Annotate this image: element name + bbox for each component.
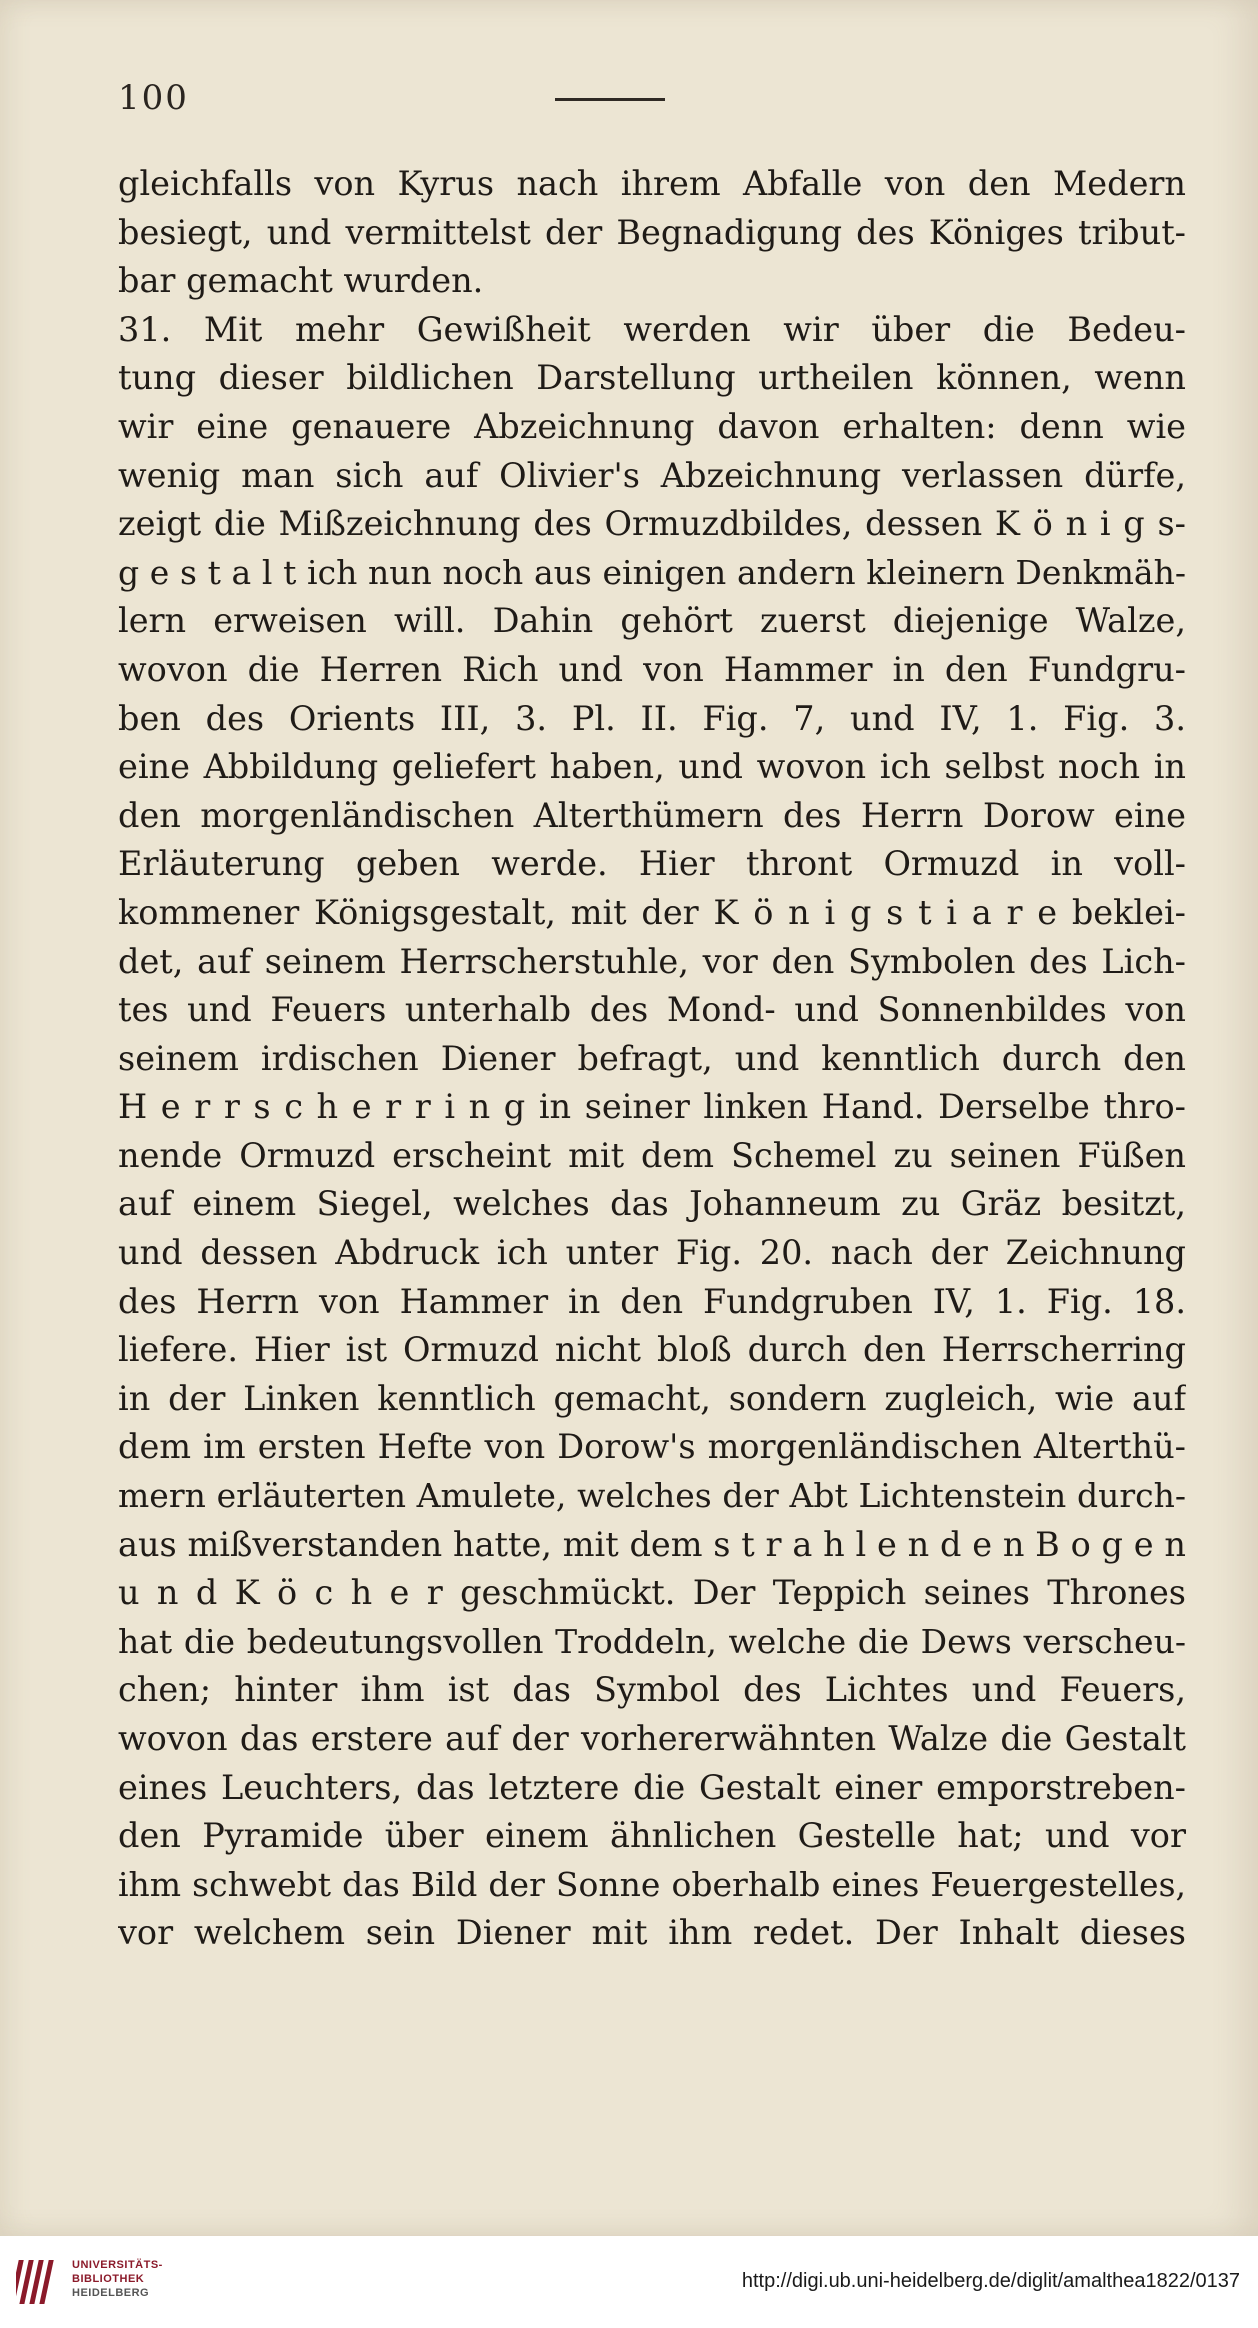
text-line: zeigt die Mißzeichnung des Ormuzdbildes, dessen K ö n i g s‐: [118, 504, 1186, 544]
footer-bar: [0, 2236, 1258, 2328]
text-line: und dessen Abdruck ich unter Fig. 20. nach der Zeichnung: [118, 1233, 1186, 1273]
library-name-line3: HEIDELBERG: [72, 2287, 150, 2299]
text-line: eines Leuchters, das letztere die Gestalt einer emporstreben‐: [118, 1767, 1186, 1807]
text-line: vor welchem sein Diener mit ihm redet. Der Inhalt dieses: [118, 1913, 1186, 1953]
text-line: eine Abbildung geliefert haben, und wovon ich selbst noch in: [118, 747, 1186, 787]
text-line: des Herrn von Hammer in den Fundgruben IV, 1. Fig. 18.: [118, 1281, 1186, 1321]
text-line: 31. Mit mehr Gewißheit werden wir über die Bedeu‐: [118, 309, 1186, 349]
text-line: aus mißverstanden hatte, mit dem s t r a h l e n d e n B o g e n: [118, 1524, 1186, 1564]
text-line: den morgenländischen Alterthümern des Herrn Dorow eine: [118, 795, 1186, 835]
text-line: in der Linken kenntlich gemacht, sondern zugleich, wie auf: [118, 1378, 1186, 1418]
university-library-logo-icon: [16, 2254, 62, 2310]
text-line: tung dieser bildlichen Darstellung urtheilen können, wenn: [118, 358, 1186, 398]
text-line: kommener Königsgestalt, mit der K ö n i g s t i a r e beklei‐: [118, 892, 1186, 932]
text-line: liefere. Hier ist Ormuzd nicht bloß durch den Herrscherring: [118, 1330, 1186, 1370]
text-line: seinem irdischen Diener befragt, und kenntlich durch den: [118, 1038, 1186, 1078]
library-name-line1: UNIVERSITÄTS-: [72, 2259, 163, 2271]
text-line: dem im ersten Hefte von Dorow's morgenländischen Alterthü‐: [118, 1427, 1186, 1467]
text-line: ihm schwebt das Bild der Sonne oberhalb eines Feuergestelles,: [118, 1864, 1186, 1904]
body-text: [118, 160, 1186, 1958]
text-line: tes und Feuers unterhalb des Mond‐ und Sonnenbildes von: [118, 990, 1186, 1030]
text-line: wir eine genauere Abzeichnung davon erhalten: denn wie: [118, 406, 1186, 446]
text-line: gleichfalls von Kyrus nach ihrem Abfalle von den Medern: [118, 164, 1186, 203]
text-line: bar gemacht wurden.: [118, 261, 484, 301]
library-name: [72, 2258, 163, 2300]
library-name-line2: BIBLIOTHEK: [72, 2273, 145, 2285]
text-line: chen; hinter ihm ist das Symbol des Lichtes und Feuers,: [118, 1670, 1186, 1710]
text-line: besiegt, und vermittelst der Begnadigung des Königes tribut‐: [118, 212, 1186, 252]
text-line: wovon das erstere auf der vorhererwähnten Walze die Gestalt: [118, 1719, 1186, 1758]
text-line: den Pyramide über einem ähnlichen Gestelle hat; und vor: [118, 1816, 1186, 1856]
header-rule: [555, 98, 665, 101]
text-line: wenig man sich auf Olivier's Abzeichnung verlassen dürfe,: [118, 455, 1186, 495]
source-url-link[interactable]: http://digi.ub.uni-heidelberg.de/diglit/amalthea1822/0137: [741, 2270, 1240, 2292]
text-line: g e s t a l t ich nun noch aus einigen andern kleinern Denkmäh‐: [118, 552, 1186, 592]
text-line: nende Ormuzd erscheint mit dem Schemel zu seinen Füßen: [118, 1135, 1186, 1175]
text-line: det, auf seinem Herrscherstuhle, vor den Symbolen des Lich‐: [118, 941, 1186, 981]
text-line: mern erläuterten Amulete, welches der Abt Lichtenstein durch‐: [118, 1476, 1186, 1516]
text-line: hat die bedeutungsvollen Troddeln, welche die Dews verscheu‐: [118, 1621, 1186, 1661]
page-number: 100: [118, 78, 189, 118]
text-line: auf einem Siegel, welches das Johanneum zu Gräz besitzt,: [118, 1184, 1186, 1224]
text-line: H e r r s c h e r r i n g in seiner linken Hand. Derselbe thro‐: [118, 1087, 1186, 1127]
text-line: lern erweisen will. Dahin gehört zuerst diejenige Walze,: [118, 601, 1186, 641]
text-line: u n d K ö c h e r geschmückt. Der Teppich seines Thrones: [118, 1573, 1186, 1613]
text-line: wovon die Herren Rich und von Hammer in den Fundgru‐: [118, 649, 1186, 689]
text-line: Erläuterung geben werde. Hier thront Ormuzd in voll‐: [118, 844, 1186, 884]
text-line: ben des Orients III, 3. Pl. II. Fig. 7, und IV, 1. Fig. 3.: [118, 698, 1186, 738]
